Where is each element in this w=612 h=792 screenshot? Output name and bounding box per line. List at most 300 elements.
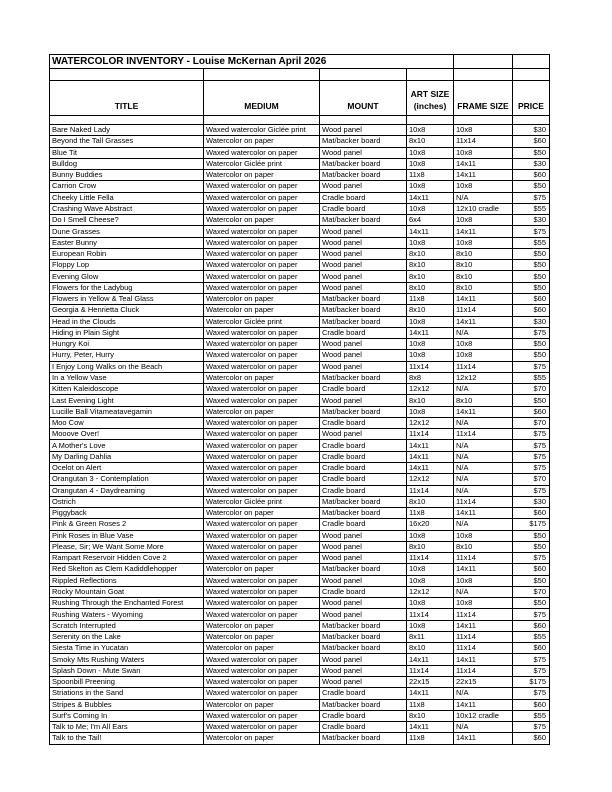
medium-cell: Waxed watercolor on paper: [204, 384, 320, 395]
price-cell: $50: [513, 350, 550, 361]
art-size-cell: 10x8: [407, 530, 454, 541]
price-cell: $60: [513, 406, 550, 417]
art-size-cell: 10x8: [407, 125, 454, 136]
empty-cell: [204, 116, 320, 125]
table-row: [50, 170, 550, 181]
art-size-cell: 14x11: [407, 451, 454, 462]
mount-cell: Wood panel: [320, 677, 407, 688]
title-cell: Flowers in Yellow & Teal Glass: [50, 293, 204, 304]
price-cell: $30: [513, 215, 550, 226]
mount-cell: Mat/backer board: [320, 316, 407, 327]
mount-cell: Wood panel: [320, 147, 407, 158]
medium-cell: Watercolor Giclée print: [204, 316, 320, 327]
price-cell: $30: [513, 158, 550, 169]
table-row: [50, 665, 550, 676]
frame-size-cell: 14x11: [454, 508, 513, 519]
price-cell: $70: [513, 474, 550, 485]
art-size-cell: 14x11: [407, 327, 454, 338]
mount-cell: Cradle board: [320, 710, 407, 721]
art-size-cell: 8x10: [407, 305, 454, 316]
title-cell: Serenity on the Lake: [50, 631, 204, 642]
frame-size-cell: 14x11: [454, 316, 513, 327]
medium-cell: Waxed watercolor on paper: [204, 147, 320, 158]
table-row: [50, 620, 550, 631]
empty-cell: [454, 55, 513, 69]
mount-cell: Wood panel: [320, 350, 407, 361]
price-cell: $60: [513, 620, 550, 631]
empty-cell: [320, 69, 407, 81]
empty-cell: [204, 69, 320, 81]
price-cell: $50: [513, 395, 550, 406]
medium-cell: Waxed watercolor on paper: [204, 260, 320, 271]
price-cell: $30: [513, 496, 550, 507]
frame-size-cell: N/A: [454, 462, 513, 473]
art-size-cell: 14x11: [407, 722, 454, 733]
table-row: [50, 192, 550, 203]
header-medium: MEDIUM: [204, 81, 320, 116]
title-cell: Pink & Green Roses 2: [50, 519, 204, 530]
medium-cell: Waxed watercolor on paper: [204, 530, 320, 541]
title-cell: Splash Down - Mute Swan: [50, 665, 204, 676]
frame-size-cell: N/A: [454, 519, 513, 530]
empty-cell: [513, 69, 550, 81]
medium-cell: Waxed watercolor on paper: [204, 654, 320, 665]
frame-size-cell: 14x11: [454, 699, 513, 710]
title-cell: Flowers for the Ladybug: [50, 282, 204, 293]
price-cell: $50: [513, 282, 550, 293]
mount-cell: Cradle board: [320, 384, 407, 395]
table-row: [50, 327, 550, 338]
title-cell: Rushing Waters - Wyoming: [50, 609, 204, 620]
mount-cell: Mat/backer board: [320, 305, 407, 316]
title-cell: Moo Cow: [50, 417, 204, 428]
title-cell: Lucille Ball Vitameatavegamin: [50, 406, 204, 417]
art-size-cell: 11x8: [407, 733, 454, 744]
mount-cell: Wood panel: [320, 271, 407, 282]
art-size-cell: 10x8: [407, 406, 454, 417]
spacer-row: [50, 69, 550, 81]
frame-size-cell: 8x10: [454, 541, 513, 552]
art-size-cell: 8x10: [407, 271, 454, 282]
frame-size-cell: N/A: [454, 384, 513, 395]
art-size-cell: 14x11: [407, 654, 454, 665]
header-title: TITLE: [50, 81, 204, 116]
art-size-cell: 14x11: [407, 462, 454, 473]
table-row: [50, 496, 550, 507]
empty-cell: [50, 116, 204, 125]
frame-size-cell: 10x8: [454, 215, 513, 226]
mount-cell: Mat/backer board: [320, 158, 407, 169]
art-size-cell: 8x10: [407, 395, 454, 406]
table-row: [50, 631, 550, 642]
table-row: [50, 260, 550, 271]
table-row: [50, 406, 550, 417]
art-size-cell: 11x14: [407, 361, 454, 372]
medium-cell: Waxed watercolor on paper: [204, 203, 320, 214]
table-row: [50, 654, 550, 665]
table-row: [50, 417, 550, 428]
table-row: [50, 519, 550, 530]
title-cell: Talk to the Tail!: [50, 733, 204, 744]
art-size-cell: 11x8: [407, 699, 454, 710]
title-cell: Ocelot on Alert: [50, 462, 204, 473]
mount-cell: Wood panel: [320, 598, 407, 609]
price-cell: $50: [513, 260, 550, 271]
medium-cell: Waxed watercolor on paper: [204, 339, 320, 350]
frame-size-cell: 10x8: [454, 339, 513, 350]
art-size-cell: 8x10: [407, 496, 454, 507]
sheet-title: WATERCOLOR INVENTORY - Louise McKernan April 2026: [50, 55, 454, 69]
title-cell: Surf's Coming In: [50, 710, 204, 721]
table-row: [50, 226, 550, 237]
mount-cell: Wood panel: [320, 530, 407, 541]
medium-cell: Watercolor on paper: [204, 620, 320, 631]
title-cell: Cheeky Little Fella: [50, 192, 204, 203]
price-cell: $75: [513, 429, 550, 440]
title-cell: Kitten Kaleidoscope: [50, 384, 204, 395]
frame-size-cell: 11x14: [454, 136, 513, 147]
table-row: [50, 575, 550, 586]
medium-cell: Waxed watercolor on paper: [204, 586, 320, 597]
inventory-table: [49, 54, 550, 745]
mount-cell: Cradle board: [320, 722, 407, 733]
price-cell: $75: [513, 688, 550, 699]
title-cell: Crashing Wave Abstract: [50, 203, 204, 214]
medium-cell: Waxed watercolor on paper: [204, 237, 320, 248]
medium-cell: Waxed watercolor on paper: [204, 395, 320, 406]
mount-cell: Wood panel: [320, 429, 407, 440]
mount-cell: Wood panel: [320, 125, 407, 136]
table-row: [50, 598, 550, 609]
medium-cell: Waxed watercolor on paper: [204, 553, 320, 564]
price-cell: $70: [513, 417, 550, 428]
mount-cell: Mat/backer board: [320, 631, 407, 642]
frame-size-cell: 14x11: [454, 406, 513, 417]
frame-size-cell: 14x11: [454, 733, 513, 744]
art-size-cell: 8x10: [407, 541, 454, 552]
price-cell: $175: [513, 677, 550, 688]
empty-cell: [320, 116, 407, 125]
price-cell: $50: [513, 271, 550, 282]
title-cell: I Enjoy Long Walks on the Beach: [50, 361, 204, 372]
medium-cell: Watercolor on paper: [204, 406, 320, 417]
art-size-cell: 10x8: [407, 203, 454, 214]
mount-cell: Mat/backer board: [320, 136, 407, 147]
art-size-cell: 8x10: [407, 136, 454, 147]
frame-size-cell: N/A: [454, 327, 513, 338]
price-cell: $60: [513, 305, 550, 316]
medium-cell: Waxed watercolor on paper: [204, 541, 320, 552]
frame-size-cell: 8x10: [454, 271, 513, 282]
mount-cell: Wood panel: [320, 575, 407, 586]
title-cell: Hiding in Plain Sight: [50, 327, 204, 338]
art-size-cell: 10x8: [407, 598, 454, 609]
art-size-cell: 6x4: [407, 215, 454, 226]
price-cell: $75: [513, 361, 550, 372]
table-row: [50, 699, 550, 710]
frame-size-cell: N/A: [454, 451, 513, 462]
title-cell: Rocky Mountain Goat: [50, 586, 204, 597]
art-size-cell: 11x8: [407, 293, 454, 304]
price-cell: $55: [513, 710, 550, 721]
mount-cell: Mat/backer board: [320, 733, 407, 744]
frame-size-cell: 8x10: [454, 395, 513, 406]
table-row: [50, 440, 550, 451]
medium-cell: Waxed watercolor Giclée print: [204, 125, 320, 136]
price-cell: $60: [513, 508, 550, 519]
price-cell: $75: [513, 327, 550, 338]
table-row: [50, 677, 550, 688]
frame-size-cell: 11x14: [454, 305, 513, 316]
frame-size-cell: 14x11: [454, 654, 513, 665]
title-cell: Stripes & Bubbles: [50, 699, 204, 710]
art-size-cell: 11x14: [407, 553, 454, 564]
title-cell: Blue Tit: [50, 147, 204, 158]
title-cell: Smoky Mts Rushing Waters: [50, 654, 204, 665]
table-row: [50, 530, 550, 541]
mount-cell: Wood panel: [320, 361, 407, 372]
title-cell: Please, Sir; We Want Some More: [50, 541, 204, 552]
table-row: [50, 541, 550, 552]
art-size-cell: 11x14: [407, 485, 454, 496]
mount-cell: Cradle board: [320, 451, 407, 462]
price-cell: $55: [513, 372, 550, 383]
art-size-cell: 22x15: [407, 677, 454, 688]
empty-cell: [407, 69, 454, 81]
medium-cell: Waxed watercolor on paper: [204, 688, 320, 699]
empty-cell: [407, 116, 454, 125]
price-cell: $75: [513, 654, 550, 665]
frame-size-cell: 11x14: [454, 609, 513, 620]
price-cell: $55: [513, 203, 550, 214]
table-row: [50, 609, 550, 620]
mount-cell: Mat/backer board: [320, 496, 407, 507]
art-size-cell: 11x14: [407, 665, 454, 676]
mount-cell: Cradle board: [320, 417, 407, 428]
table-row: [50, 282, 550, 293]
frame-size-cell: 10x8: [454, 350, 513, 361]
medium-cell: Waxed watercolor on paper: [204, 282, 320, 293]
art-size-cell: 12x12: [407, 417, 454, 428]
mount-cell: Wood panel: [320, 395, 407, 406]
header-price: PRICE: [513, 81, 550, 116]
mount-cell: Wood panel: [320, 237, 407, 248]
frame-size-cell: 12x12: [454, 372, 513, 383]
table-row: [50, 215, 550, 226]
table-row: [50, 339, 550, 350]
price-cell: $70: [513, 586, 550, 597]
price-cell: $60: [513, 170, 550, 181]
medium-cell: Waxed watercolor on paper: [204, 519, 320, 530]
art-size-cell: 8x10: [407, 260, 454, 271]
medium-cell: Waxed watercolor on paper: [204, 609, 320, 620]
medium-cell: Waxed watercolor on paper: [204, 598, 320, 609]
frame-size-cell: 8x10: [454, 282, 513, 293]
table-row: [50, 293, 550, 304]
mount-cell: Cradle board: [320, 474, 407, 485]
table-row: [50, 564, 550, 575]
medium-cell: Watercolor on paper: [204, 136, 320, 147]
title-cell: Red Skelton as Clem Kadiddlehopper: [50, 564, 204, 575]
title-cell: Hungry Koi: [50, 339, 204, 350]
art-size-cell: 8x10: [407, 710, 454, 721]
medium-cell: Watercolor on paper: [204, 733, 320, 744]
frame-size-cell: 14x11: [454, 564, 513, 575]
mount-cell: Wood panel: [320, 541, 407, 552]
mount-cell: Mat/backer board: [320, 620, 407, 631]
empty-cell: [454, 116, 513, 125]
title-cell: In a Yellow Vase: [50, 372, 204, 383]
frame-size-cell: N/A: [454, 485, 513, 496]
frame-size-cell: 11x14: [454, 643, 513, 654]
art-size-cell: 11x14: [407, 429, 454, 440]
table-row: [50, 710, 550, 721]
art-size-cell: 10x8: [407, 181, 454, 192]
mount-cell: Wood panel: [320, 181, 407, 192]
price-cell: $75: [513, 440, 550, 451]
price-cell: $60: [513, 564, 550, 575]
art-size-cell: 10x8: [407, 158, 454, 169]
title-cell: Do I Smell Cheese?: [50, 215, 204, 226]
table-row: [50, 553, 550, 564]
table-row: [50, 429, 550, 440]
table-row: [50, 384, 550, 395]
price-cell: $175: [513, 519, 550, 530]
frame-size-cell: 10x8: [454, 575, 513, 586]
table-row: [50, 372, 550, 383]
medium-cell: Waxed watercolor on paper: [204, 417, 320, 428]
art-size-cell: 16x20: [407, 519, 454, 530]
medium-cell: Watercolor Giclée print: [204, 158, 320, 169]
title-cell: Siesta Time in Yucatan: [50, 643, 204, 654]
table-row: [50, 395, 550, 406]
title-cell: Piggyback: [50, 508, 204, 519]
art-size-cell: 14x11: [407, 192, 454, 203]
title-cell: Rushing Through the Enchanted Forest: [50, 598, 204, 609]
table-row: [50, 688, 550, 699]
title-cell: Floppy Lop: [50, 260, 204, 271]
table-row: [50, 350, 550, 361]
frame-size-cell: 11x14: [454, 665, 513, 676]
mount-cell: Wood panel: [320, 248, 407, 259]
price-cell: $75: [513, 722, 550, 733]
medium-cell: Waxed watercolor on paper: [204, 361, 320, 372]
frame-size-cell: 11x14: [454, 496, 513, 507]
art-size-cell: 10x8: [407, 237, 454, 248]
mount-cell: Mat/backer board: [320, 406, 407, 417]
title-cell: Pink Roses in Blue Vase: [50, 530, 204, 541]
frame-size-cell: 10x8: [454, 598, 513, 609]
medium-cell: Watercolor on paper: [204, 631, 320, 642]
frame-size-cell: 10x8: [454, 125, 513, 136]
price-cell: $75: [513, 226, 550, 237]
frame-size-cell: 14x11: [454, 620, 513, 631]
price-cell: $75: [513, 553, 550, 564]
title-cell: Head in the Clouds: [50, 316, 204, 327]
title-cell: Hurry, Peter, Hurry: [50, 350, 204, 361]
art-size-cell: 8x8: [407, 372, 454, 383]
price-cell: $50: [513, 181, 550, 192]
title-cell: Striations in the Sand: [50, 688, 204, 699]
title-cell: Bulldog: [50, 158, 204, 169]
table-row: [50, 733, 550, 744]
art-size-cell: 10x8: [407, 339, 454, 350]
title-cell: Dune Grasses: [50, 226, 204, 237]
frame-size-cell: 10x12 cradle: [454, 710, 513, 721]
mount-cell: Cradle board: [320, 192, 407, 203]
frame-size-cell: 11x14: [454, 361, 513, 372]
price-cell: $55: [513, 631, 550, 642]
medium-cell: Waxed watercolor on paper: [204, 429, 320, 440]
mount-cell: Wood panel: [320, 553, 407, 564]
art-size-cell: 8x10: [407, 282, 454, 293]
header-row: [50, 81, 550, 116]
medium-cell: Waxed watercolor on paper: [204, 474, 320, 485]
medium-cell: Waxed watercolor on paper: [204, 181, 320, 192]
title-cell: Evening Glow: [50, 271, 204, 282]
price-cell: $50: [513, 147, 550, 158]
table-row: [50, 485, 550, 496]
art-size-cell: 8x10: [407, 248, 454, 259]
mount-cell: Mat/backer board: [320, 293, 407, 304]
title-cell: Georgia & Henrietta Cluck: [50, 305, 204, 316]
medium-cell: Waxed watercolor on paper: [204, 271, 320, 282]
mount-cell: Cradle board: [320, 327, 407, 338]
frame-size-cell: 10x8: [454, 181, 513, 192]
art-size-cell: 12x12: [407, 474, 454, 485]
table-row: [50, 136, 550, 147]
title-cell: Bare Naked Lady: [50, 125, 204, 136]
table-row: [50, 474, 550, 485]
frame-size-cell: 10x8: [454, 530, 513, 541]
title-cell: Beyond the Tall Grasses: [50, 136, 204, 147]
mount-cell: Mat/backer board: [320, 699, 407, 710]
header-frame-size: FRAME SIZE: [454, 81, 513, 116]
medium-cell: Watercolor on paper: [204, 170, 320, 181]
price-cell: $75: [513, 485, 550, 496]
medium-cell: Waxed watercolor on paper: [204, 440, 320, 451]
medium-cell: Waxed watercolor on paper: [204, 665, 320, 676]
medium-cell: Waxed watercolor on paper: [204, 350, 320, 361]
title-cell: Spoonbill Preening: [50, 677, 204, 688]
frame-size-cell: N/A: [454, 417, 513, 428]
art-size-cell: 11x8: [407, 508, 454, 519]
title-cell: Carrion Crow: [50, 181, 204, 192]
price-cell: $75: [513, 192, 550, 203]
price-cell: $50: [513, 575, 550, 586]
title-cell: Rampart Reservoir Hidden Cove 2: [50, 553, 204, 564]
title-cell: European Robin: [50, 248, 204, 259]
medium-cell: Watercolor on paper: [204, 643, 320, 654]
mount-cell: Wood panel: [320, 665, 407, 676]
table-row: [50, 462, 550, 473]
price-cell: $60: [513, 733, 550, 744]
table-row: [50, 158, 550, 169]
price-cell: $50: [513, 541, 550, 552]
frame-size-cell: 8x10: [454, 260, 513, 271]
art-size-cell: 12x12: [407, 384, 454, 395]
art-size-cell: 10x8: [407, 620, 454, 631]
mount-cell: Wood panel: [320, 609, 407, 620]
title-cell: Last Evening Light: [50, 395, 204, 406]
art-size-cell: 8x10: [407, 643, 454, 654]
title-cell: Mooove Over!: [50, 429, 204, 440]
medium-cell: Waxed watercolor on paper: [204, 722, 320, 733]
frame-size-cell: 11x14: [454, 631, 513, 642]
mount-cell: Wood panel: [320, 226, 407, 237]
empty-cell: [513, 116, 550, 125]
table-row: [50, 451, 550, 462]
